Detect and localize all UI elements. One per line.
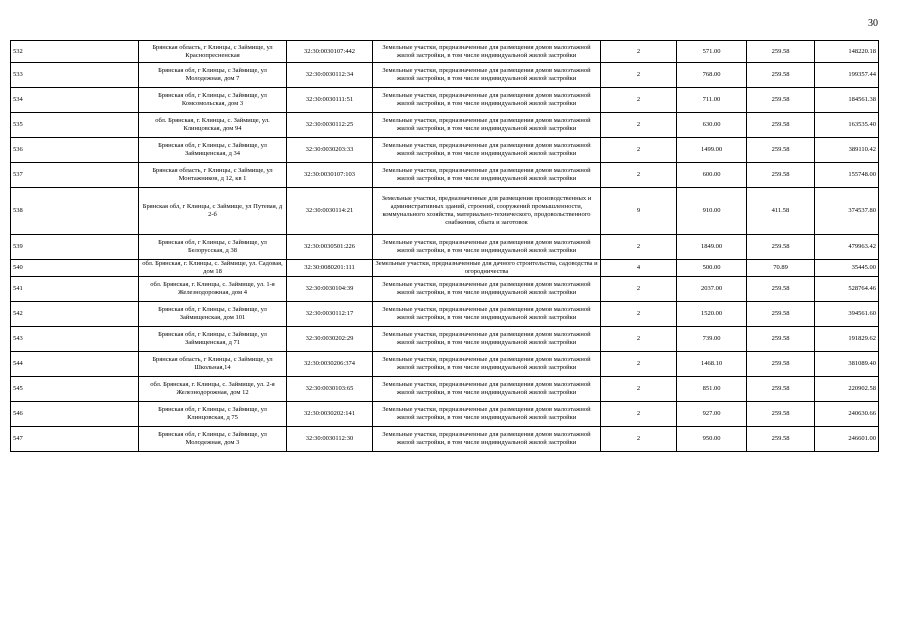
specific-value-cell: 259.58 (747, 88, 815, 113)
cadastral-value-cell: 35445.00 (815, 260, 879, 277)
page-number: 30 (868, 18, 878, 29)
cadastral-number-cell: 32:30:0030107:442 (287, 41, 373, 63)
table-row (11, 235, 879, 260)
table-row (11, 163, 879, 188)
cadastral-value-cell: 394561.60 (815, 302, 879, 327)
address-cell: обл. Брянская, г. Клинцы, с. Займище, ул. Клинцовская, дом 94 (139, 113, 287, 138)
row-number: 538 (11, 188, 139, 235)
table-row (11, 402, 879, 427)
specific-value-cell: 259.58 (747, 402, 815, 427)
row-number: 534 (11, 88, 139, 113)
address-cell: Брянская обл, г Клинцы, с Займище, ул Клинцовская, д 75 (139, 402, 287, 427)
use-group-cell: 2 (601, 402, 677, 427)
cadastral-number-cell: 32:30:0030202:141 (287, 402, 373, 427)
table-row (11, 302, 879, 327)
cadastral-value-cell: 199357.44 (815, 63, 879, 88)
cadastral-value-cell: 528764.46 (815, 277, 879, 302)
permitted-use-cell: Земельные участки, предназначенные для размещения домов малоэтажной жилой застройки, в том числе индивидуальной жилой застройки (373, 302, 601, 327)
cadastral-value-cell: 184561.38 (815, 88, 879, 113)
specific-value-cell: 259.58 (747, 113, 815, 138)
cadastral-number-cell: 32:30:0030104:39 (287, 277, 373, 302)
permitted-use-cell: Земельные участки, предназначенные для размещения домов малоэтажной жилой застройки, в том числе индивидуальной жилой застройки (373, 277, 601, 302)
specific-value-cell: 259.58 (747, 41, 815, 63)
row-number: 544 (11, 352, 139, 377)
permitted-use-cell: Земельные участки, предназначенные для размещения домов малоэтажной жилой застройки, в том числе индивидуальной жилой застройки (373, 235, 601, 260)
area-cell: 1520.00 (677, 302, 747, 327)
area-cell: 600.00 (677, 163, 747, 188)
specific-value-cell: 70.89 (747, 260, 815, 277)
table-row (11, 41, 879, 63)
area-cell: 910.00 (677, 188, 747, 235)
table-row (11, 427, 879, 452)
cadastral-number-cell: 32:30:0030111:51 (287, 88, 373, 113)
address-cell: Брянская обл, г Клинцы, с Займище, ул Займищенская, дом 101 (139, 302, 287, 327)
address-cell: обл. Брянская, г. Клинцы, с. Займище, ул. Садовая, дом 18 (139, 260, 287, 277)
cadastral-value-cell: 240630.66 (815, 402, 879, 427)
use-group-cell: 2 (601, 138, 677, 163)
permitted-use-cell: Земельные участки, предназначенные для размещения домов малоэтажной жилой застройки, в том числе индивидуальной жилой застройки (373, 352, 601, 377)
specific-value-cell: 259.58 (747, 352, 815, 377)
row-number: 542 (11, 302, 139, 327)
table-row (11, 188, 879, 235)
specific-value-cell: 259.58 (747, 163, 815, 188)
permitted-use-cell: Земельные участки, предназначенные для размещения домов малоэтажной жилой застройки, в том числе индивидуальной жилой застройки (373, 88, 601, 113)
cadastral-number-cell: 32:30:0030107:103 (287, 163, 373, 188)
cadastral-number-cell: 32:30:0030114:21 (287, 188, 373, 235)
specific-value-cell: 259.58 (747, 327, 815, 352)
permitted-use-cell: Земельные участки, предназначенные для размещения домов малоэтажной жилой застройки, в том числе индивидуальной жилой застройки (373, 113, 601, 138)
specific-value-cell: 259.58 (747, 235, 815, 260)
table-row (11, 113, 879, 138)
permitted-use-cell: Земельные участки, предназначенные для размещения домов малоэтажной жилой застройки, в том числе индивидуальной жилой застройки (373, 138, 601, 163)
area-cell: 1499.00 (677, 138, 747, 163)
cadastral-value-cell: 220902.58 (815, 377, 879, 402)
cadastral-number-cell: 32:30:0030112:30 (287, 427, 373, 452)
row-number: 537 (11, 163, 139, 188)
row-number: 539 (11, 235, 139, 260)
specific-value-cell: 259.58 (747, 63, 815, 88)
cadastral-value-cell: 148220.18 (815, 41, 879, 63)
specific-value-cell: 259.58 (747, 302, 815, 327)
cadastral-number-cell: 32:30:0030112:17 (287, 302, 373, 327)
area-cell: 739.00 (677, 327, 747, 352)
area-cell: 950.00 (677, 427, 747, 452)
address-cell: Брянская область, г Клинцы, с Займище, ул Монтажников, д 12, кв 1 (139, 163, 287, 188)
cadastral-number-cell: 32:30:0030501:226 (287, 235, 373, 260)
row-number: 536 (11, 138, 139, 163)
address-cell: Брянская обл, г Клинцы, с Займище, ул Белорусская, д 38 (139, 235, 287, 260)
table-row (11, 260, 879, 277)
specific-value-cell: 259.58 (747, 138, 815, 163)
permitted-use-cell: Земельные участки, предназначенные для размещения домов малоэтажной жилой застройки, в том числе индивидуальной жилой застройки (373, 427, 601, 452)
table-row (11, 377, 879, 402)
use-group-cell: 2 (601, 235, 677, 260)
cadastral-number-cell: 32:30:0030103:65 (287, 377, 373, 402)
cadastral-number-cell: 32:30:0030206:374 (287, 352, 373, 377)
cadastral-number-cell: 32:30:0030112:25 (287, 113, 373, 138)
use-group-cell: 2 (601, 427, 677, 452)
cadastral-number-cell: 32:30:0030203:33 (287, 138, 373, 163)
specific-value-cell: 259.58 (747, 427, 815, 452)
table-row (11, 88, 879, 113)
cadastral-value-cell: 374537.80 (815, 188, 879, 235)
row-number: 532 (11, 41, 139, 63)
row-number: 546 (11, 402, 139, 427)
address-cell: Брянская обл, г Клинцы, с Займище, ул Путевая, д 2-б (139, 188, 287, 235)
area-cell: 2037.00 (677, 277, 747, 302)
permitted-use-cell: Земельные участки, предназначенные для дачного строительства, садоводства и огородничества (373, 260, 601, 277)
cadastral-value-cell: 479963.42 (815, 235, 879, 260)
table-row (11, 277, 879, 302)
use-group-cell: 2 (601, 63, 677, 88)
cadastral-number-cell: 32:30:0080201:111 (287, 260, 373, 277)
area-cell: 630.00 (677, 113, 747, 138)
use-group-cell: 9 (601, 188, 677, 235)
row-number: 547 (11, 427, 139, 452)
area-cell: 711.00 (677, 88, 747, 113)
area-cell: 927.00 (677, 402, 747, 427)
table-row (11, 63, 879, 88)
cadastral-value-cell: 389110.42 (815, 138, 879, 163)
cadastral-number-cell: 32:30:0030202:29 (287, 327, 373, 352)
cadastral-value-cell: 163535.40 (815, 113, 879, 138)
table-row (11, 352, 879, 377)
address-cell: Брянская обл, г Клинцы, с Займище, ул Займищенская, д 71 (139, 327, 287, 352)
permitted-use-cell: Земельные участки, предназначенные для размещения домов малоэтажной жилой застройки, в том числе индивидуальной жилой застройки (373, 402, 601, 427)
use-group-cell: 2 (601, 113, 677, 138)
use-group-cell: 2 (601, 327, 677, 352)
land-registry-table (10, 40, 879, 452)
address-cell: обл. Брянская, г. Клинцы, с. Займище, ул. 1-я Железнодорожная, дом 4 (139, 277, 287, 302)
area-cell: 571.00 (677, 41, 747, 63)
permitted-use-cell: Земельные участки, предназначенные для размещения домов малоэтажной жилой застройки, в том числе индивидуальной жилой застройки (373, 63, 601, 88)
address-cell: Брянская обл, г Клинцы, с Займище, ул Комсомольская, дом 3 (139, 88, 287, 113)
permitted-use-cell: Земельные участки, предназначенные для размещения домов малоэтажной жилой застройки, в том числе индивидуальной жилой застройки (373, 41, 601, 63)
table-row (11, 138, 879, 163)
use-group-cell: 2 (601, 377, 677, 402)
cadastral-value-cell: 246601.00 (815, 427, 879, 452)
table-body (11, 41, 879, 452)
area-cell: 500.00 (677, 260, 747, 277)
specific-value-cell: 259.58 (747, 277, 815, 302)
address-cell: обл. Брянская, г. Клинцы, с. Займище, ул. 2-я Железнодорожная, дом 12 (139, 377, 287, 402)
permitted-use-cell: Земельные участки, предназначенные для размещения домов малоэтажной жилой застройки, в том числе индивидуальной жилой застройки (373, 377, 601, 402)
address-cell: Брянская область, г Клинцы, с Займище, ул Школьная,14 (139, 352, 287, 377)
permitted-use-cell: Земельные участки, предназначенные для размещения производственных и административных зданий, строений, сооружений промышленности, коммунального хозяйства, материально-технического, продовольственного снабжения, сбыта и заготовок (373, 188, 601, 235)
use-group-cell: 2 (601, 277, 677, 302)
use-group-cell: 4 (601, 260, 677, 277)
cadastral-value-cell: 381089.40 (815, 352, 879, 377)
specific-value-cell: 259.58 (747, 377, 815, 402)
use-group-cell: 2 (601, 163, 677, 188)
address-cell: Брянская обл, г Клинцы, с Займище, ул Молодежная, дом 3 (139, 427, 287, 452)
row-number: 540 (11, 260, 139, 277)
cadastral-value-cell: 191829.62 (815, 327, 879, 352)
use-group-cell: 2 (601, 352, 677, 377)
address-cell: Брянская область, г Клинцы, с Займище, ул Краснопресненская (139, 41, 287, 63)
area-cell: 1849.00 (677, 235, 747, 260)
table-row (11, 327, 879, 352)
row-number: 543 (11, 327, 139, 352)
row-number: 541 (11, 277, 139, 302)
use-group-cell: 2 (601, 41, 677, 63)
cadastral-value-cell: 155748.00 (815, 163, 879, 188)
area-cell: 1468.10 (677, 352, 747, 377)
row-number: 533 (11, 63, 139, 88)
row-number: 545 (11, 377, 139, 402)
use-group-cell: 2 (601, 88, 677, 113)
permitted-use-cell: Земельные участки, предназначенные для размещения домов малоэтажной жилой застройки, в том числе индивидуальной жилой застройки (373, 163, 601, 188)
area-cell: 768.00 (677, 63, 747, 88)
permitted-use-cell: Земельные участки, предназначенные для размещения домов малоэтажной жилой застройки, в том числе индивидуальной жилой застройки (373, 327, 601, 352)
address-cell: Брянская обл, г Клинцы, с Займище, ул Молодежная, дом 7 (139, 63, 287, 88)
address-cell: Брянская обл, г Клинцы, с Займище, ул Займищенская, д 34 (139, 138, 287, 163)
row-number: 535 (11, 113, 139, 138)
use-group-cell: 2 (601, 302, 677, 327)
cadastral-number-cell: 32:30:0030112:34 (287, 63, 373, 88)
area-cell: 851.00 (677, 377, 747, 402)
specific-value-cell: 411.58 (747, 188, 815, 235)
